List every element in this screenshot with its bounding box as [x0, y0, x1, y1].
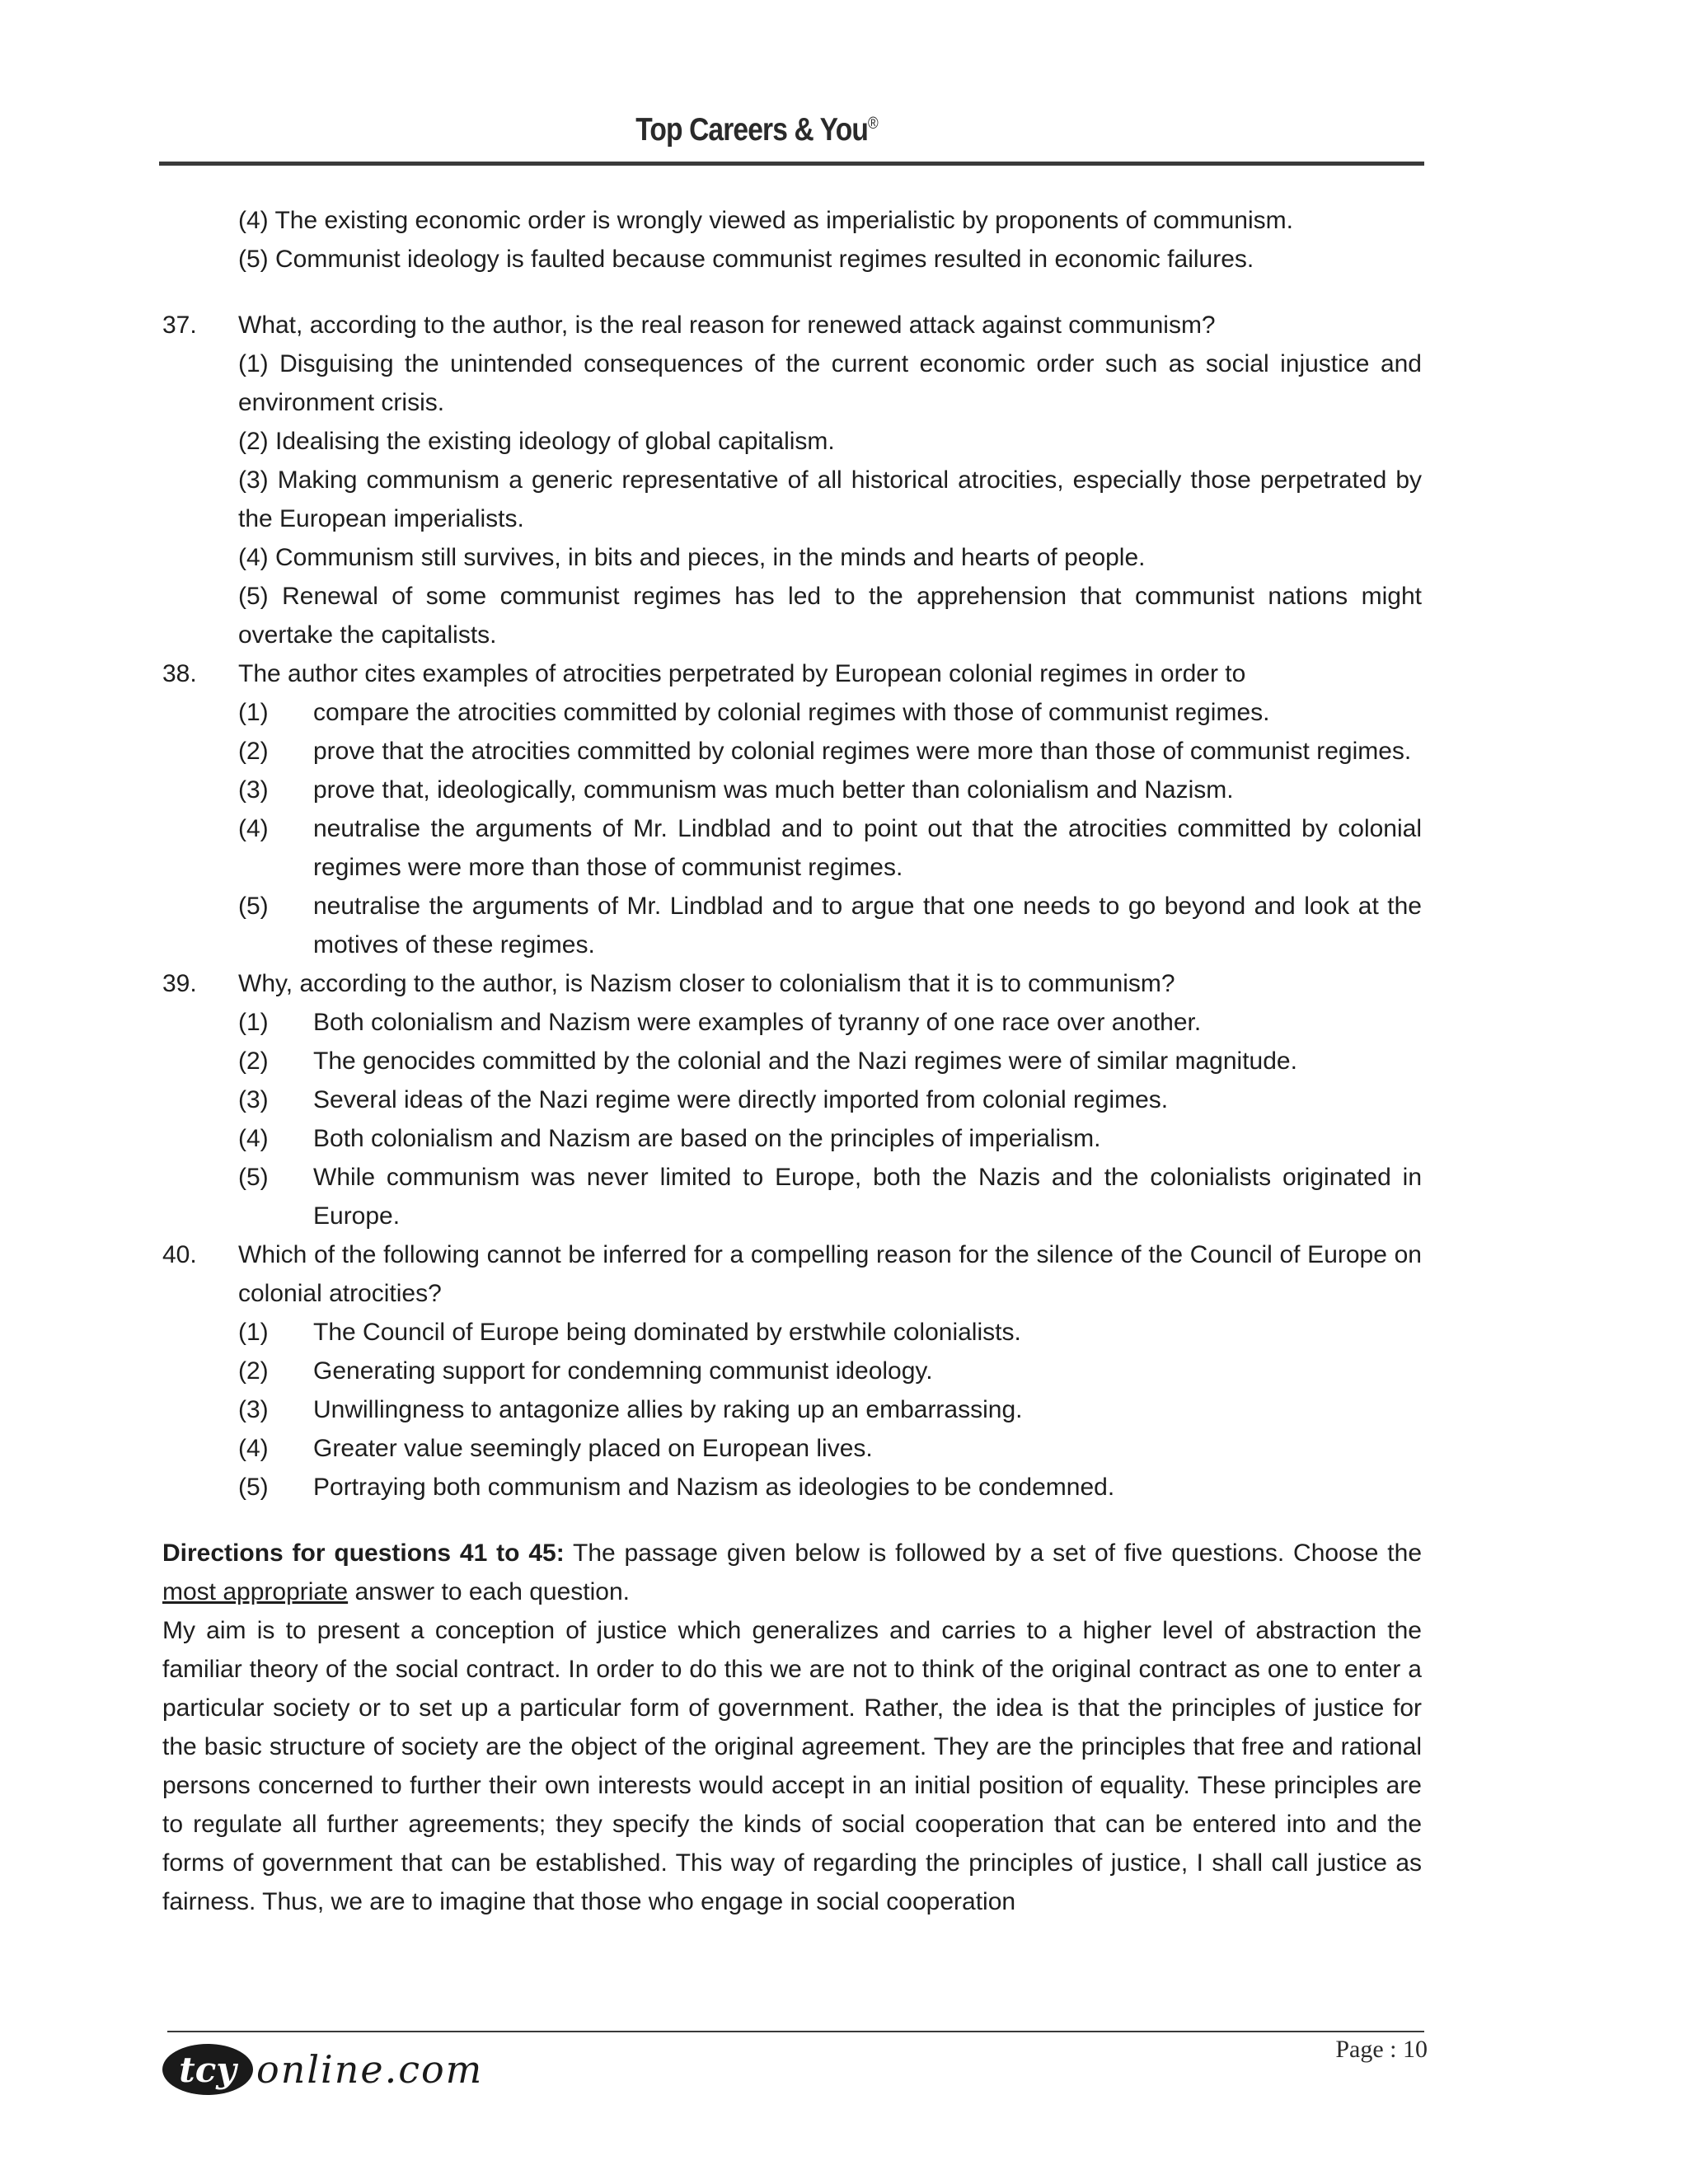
q40-option-4: (4) Greater value seemingly placed on European lives. — [238, 1435, 873, 1462]
q37-option-3: (3) Making communism a generic representative of all historical atrocities, especially those perpetrated by the European imperialists. — [238, 466, 1422, 532]
q37-option-2: (2) Idealising the existing ideology of global capitalism. — [238, 428, 835, 455]
q38-option-2: (2) prove that the atrocities committed by colonial regimes were more than those of communist regimes. — [238, 738, 1412, 765]
q39-option-2: (2) The genocides committed by the colonial and the Nazi regimes were of similar magnitude. — [238, 1047, 1297, 1075]
q39-option-5: (5) While communism was never limited to Europe, both the Nazis and the colonialists originated in Europe. — [238, 1164, 1422, 1230]
registered-mark: ® — [867, 115, 878, 133]
tcyonline-logo — [162, 2041, 483, 2098]
question-number: 37. — [162, 312, 197, 339]
header-title: Top Careers & You® — [635, 112, 878, 148]
q40-option-2: (2) Generating support for condemning communist ideology. — [238, 1357, 933, 1385]
footer-divider — [167, 2031, 1424, 2032]
q39-option-4: (4) Both colonialism and Nazism are based on the principles of imperialism. — [238, 1125, 1101, 1152]
q38-option-5: (5) neutralise the arguments of Mr. Lindblad and to argue that one needs to go beyond and look at the motives of these regimes. — [238, 893, 1422, 958]
logo-text: online.com — [256, 2047, 484, 2092]
page-content — [162, 201, 1422, 1921]
q40-option-3: (3) Unwillingness to antagonize allies by raking up an embarrassing. — [238, 1396, 1023, 1423]
q37-option-5: (5) Renewal of some communist regimes has led to the apprehension that communist nations might overtake the capitalists. — [238, 583, 1422, 649]
question-number: 39. — [162, 970, 197, 997]
directions-emphasis: most appropriate — [162, 1578, 349, 1605]
question-number: 40. — [162, 1241, 197, 1268]
directions: Directions for questions 41 to 45: The passage given below is followed by a set of five questions. Choose the most appropriate answer to each question. — [162, 1540, 1422, 1605]
question-number: 38. — [162, 660, 197, 687]
question-text: Why, according to the author, is Nazism closer to colonialism that it is to communism? — [238, 970, 1175, 997]
q40-option-5: (5) Portraying both communism and Nazism as ideologies to be condemned. — [238, 1474, 1115, 1501]
question-text: Which of the following cannot be inferred for a compelling reason for the silence of the Council of Europe on colonial atrocities? — [238, 1241, 1422, 1307]
question-text: The author cites examples of atrocities perpetrated by European colonial regimes in order to — [238, 660, 1246, 687]
carry-over-option-4: (4) The existing economic order is wrongly viewed as imperialistic by proponents of communism. — [238, 207, 1293, 234]
question-40 — [162, 1235, 1422, 1313]
page-number: Page : 10 — [1335, 2036, 1428, 2063]
directions-label: Directions for questions 41 to 45: — [162, 1540, 565, 1567]
q37-option-1: (1) Disguising the unintended consequences of the current economic order such as social injustice and environment crisis. — [238, 350, 1422, 416]
question-text: What, according to the author, is the real reason for renewed attack against communism? — [238, 312, 1216, 339]
q38-option-4: (4) neutralise the arguments of Mr. Lindblad and to point out that the atrocities committed by colonial regimes were more than those of communist regimes. — [238, 815, 1422, 881]
question-37 — [162, 306, 1422, 344]
q38-option-3: (3) prove that, ideologically, communism was much better than colonialism and Nazism. — [238, 776, 1234, 804]
question-39 — [162, 964, 1422, 1003]
q39-option-1: (1) Both colonialism and Nazism were examples of tyranny of one race over another. — [238, 1009, 1202, 1036]
question-38 — [162, 654, 1422, 693]
passage-text: My aim is to present a conception of justice which generalizes and carries to a higher level of abstraction the familiar theory of the social contract. In order to do this we are not to think of the original contract as one to enter a particular society or to set up a particular form of government. Rather, the idea is that the principles of justice for the basic structure of society are the object of the original agreement. They are the principles that free and rational persons concerned to further their own interests would accept in an initial position of equality. These principles are to regulate all further agreements; they specify the kinds of social cooperation that can be entered into and the forms of government that can be established. This way of regarding the principles of justice, I shall call justice as fairness. Thus, we are to imagine that those who engage in social cooperation — [162, 1617, 1422, 1915]
header-divider — [159, 162, 1424, 166]
q38-option-1: (1) compare the atrocities committed by colonial regimes with those of communist regimes. — [238, 699, 1270, 726]
logo-mark: tcy — [162, 2044, 253, 2095]
q37-option-4: (4) Communism still survives, in bits and pieces, in the minds and hearts of people. — [238, 544, 1146, 571]
carry-over-option-5: (5) Communist ideology is faulted because communist regimes resulted in economic failures. — [238, 246, 1254, 273]
q40-option-1: (1) The Council of Europe being dominated by erstwhile colonialists. — [238, 1319, 1021, 1346]
q39-option-3: (3) Several ideas of the Nazi regime were directly imported from colonial regimes. — [238, 1086, 1169, 1113]
